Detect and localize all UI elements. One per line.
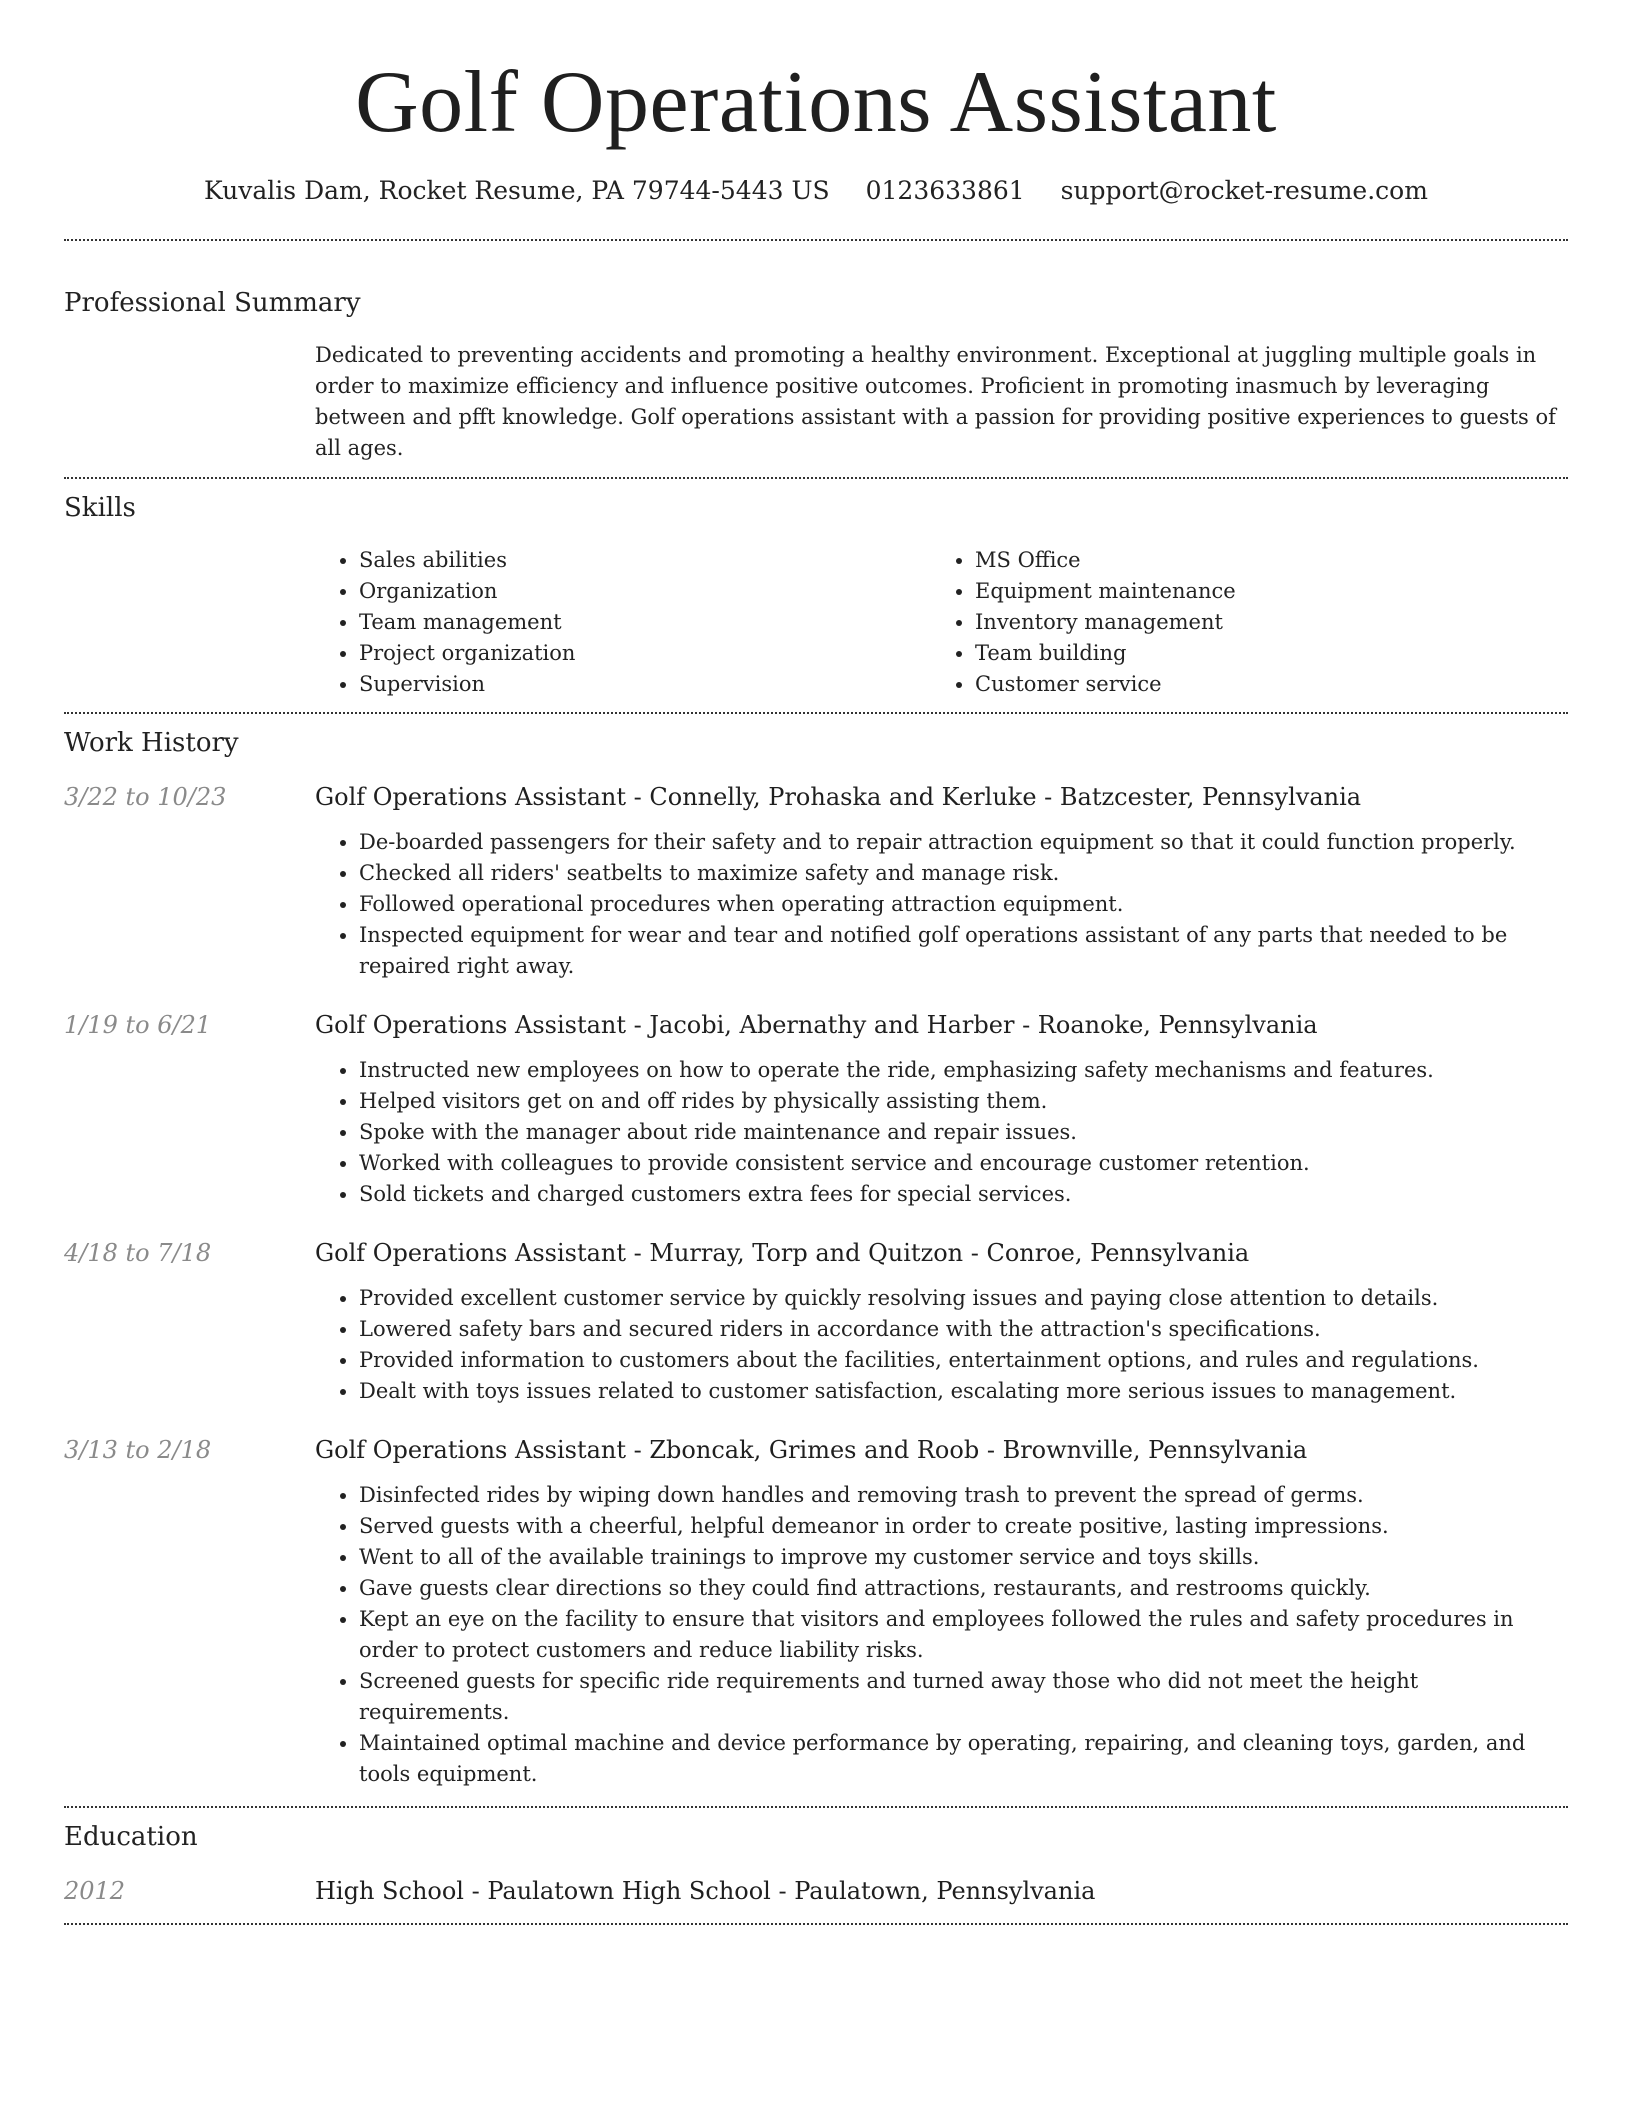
- contact-phone: 0123633861: [865, 176, 1025, 205]
- skill-item: • MS Office: [975, 545, 1547, 576]
- education-entry: [0, 1874, 1632, 1908]
- job-bullet: • Maintained optimal machine and device performance by operating, repairing, and cleaning toys, garden, and tools equipment.: [359, 1728, 1568, 1790]
- section-title-skills: Skills: [64, 493, 136, 523]
- skill-item: • Inventory management: [975, 607, 1547, 638]
- job-heading: Golf Operations Assistant - Jacobi, Abernathy and Harber - Roanoke, Pennsylvania: [315, 1011, 1318, 1039]
- job-entry: [0, 780, 1632, 982]
- skill-item: • Sales abilities: [359, 545, 931, 576]
- job-dates: 3/13 to 2/18: [64, 1436, 212, 1464]
- job-bullet: • Helped visitors get on and off rides by physically assisting them.: [359, 1086, 1568, 1117]
- job-bullet: • Checked all riders' seatbelts to maximize safety and manage risk.: [359, 858, 1568, 889]
- skill-item: • Customer service: [975, 669, 1547, 700]
- job-bullets: [315, 1055, 1568, 1210]
- divider: [64, 477, 1568, 479]
- contact-email: support@rocket-resume.com: [1060, 176, 1428, 205]
- skill-item: • Team management: [359, 607, 931, 638]
- skill-item: • Supervision: [359, 669, 931, 700]
- job-bullet: • Inspected equipment for wear and tear and notified golf operations assistant of any parts that needed to be repaired right away.: [359, 920, 1568, 982]
- education-year: 2012: [64, 1877, 126, 1905]
- job-entry: [0, 1236, 1632, 1407]
- education-heading: High School - Paulatown High School - Paulatown, Pennsylvania: [315, 1877, 1096, 1905]
- divider: [64, 712, 1568, 714]
- job-entry: [0, 1008, 1632, 1210]
- divider: [64, 1806, 1568, 1808]
- job-bullet: • Lowered safety bars and secured riders in accordance with the attraction's specifications.: [359, 1314, 1568, 1345]
- job-bullet: • Followed operational procedures when operating attraction equipment.: [359, 889, 1568, 920]
- job-dates: 3/22 to 10/23: [64, 783, 227, 811]
- job-entry: [0, 1433, 1632, 1790]
- job-bullet: • Worked with colleagues to provide consistent service and encourage customer retention.: [359, 1148, 1568, 1179]
- job-bullet: • Provided information to customers about the facilities, entertainment options, and rules and regulations.: [359, 1345, 1568, 1376]
- job-heading: Golf Operations Assistant - Zboncak, Grimes and Roob - Brownville, Pennsylvania: [315, 1436, 1308, 1464]
- job-dates: 4/18 to 7/18: [64, 1239, 212, 1267]
- job-heading: Golf Operations Assistant - Connelly, Prohaska and Kerluke - Batzcester, Pennsylvania: [315, 783, 1362, 811]
- job-bullet: • Went to all of the available trainings to improve my customer service and toys skills.: [359, 1542, 1568, 1573]
- contact-line: [0, 174, 1632, 208]
- job-bullet: • Disinfected rides by wiping down handles and removing trash to prevent the spread of germs.: [359, 1480, 1568, 1511]
- job-bullet: • Spoke with the manager about ride maintenance and repair issues.: [359, 1117, 1568, 1148]
- section-title-work-history: Work History: [64, 728, 239, 758]
- job-bullets: [315, 1480, 1568, 1790]
- job-bullet: • Screened guests for specific ride requirements and turned away those who did not meet the height requirements.: [359, 1666, 1568, 1728]
- job-bullet: • Sold tickets and charged customers extra fees for special services.: [359, 1179, 1568, 1210]
- job-dates: 1/19 to 6/21: [64, 1011, 212, 1039]
- job-heading: Golf Operations Assistant - Murray, Torp and Quitzon - Conroe, Pennsylvania: [315, 1239, 1250, 1267]
- job-bullet: • Instructed new employees on how to operate the ride, emphasizing safety mechanisms and features.: [359, 1055, 1568, 1086]
- skill-item: • Equipment maintenance: [975, 576, 1547, 607]
- skills-column-left: [315, 545, 931, 700]
- section-title-education: Education: [64, 1822, 198, 1852]
- work-history-list: [0, 780, 1632, 1790]
- contact-address: Kuvalis Dam, Rocket Resume, PA 79744-5443 US: [204, 176, 830, 205]
- summary-text: Dedicated to preventing accidents and promoting a healthy environment. Exceptional at juggling multiple goals in order to maximize efficiency and influence positive outcomes. Proficient in promoting inasmuch by leveraging between and pfft knowledge. Golf operations assistant with a passion for providing positive experiences to guests of all ages.: [315, 343, 1556, 460]
- skills-column-right: [931, 545, 1547, 700]
- section-title-summary: Professional Summary: [64, 288, 361, 318]
- job-bullets: [315, 827, 1568, 982]
- skill-item: • Project organization: [359, 638, 931, 669]
- divider: [64, 239, 1568, 241]
- job-bullet: • De-boarded passengers for their safety and to repair attraction equipment so that it could function properly.: [359, 827, 1568, 858]
- skill-item: • Organization: [359, 576, 931, 607]
- candidate-name: Golf Operations Assistant: [355, 54, 1277, 151]
- job-bullet: • Gave guests clear directions so they could find attractions, restaurants, and restrooms quickly.: [359, 1573, 1568, 1604]
- skill-item: • Team building: [975, 638, 1547, 669]
- divider: [64, 1923, 1568, 1925]
- job-bullet: • Kept an eye on the facility to ensure that visitors and employees followed the rules and safety procedures in order to protect customers and reduce liability risks.: [359, 1604, 1568, 1666]
- skills-list: [0, 545, 1632, 700]
- job-bullet: • Dealt with toys issues related to customer satisfaction, escalating more serious issues to management.: [359, 1376, 1568, 1407]
- job-bullet: • Served guests with a cheerful, helpful demeanor in order to create positive, lasting impressions.: [359, 1511, 1568, 1542]
- job-bullet: • Provided excellent customer service by quickly resolving issues and paying close attention to details.: [359, 1283, 1568, 1314]
- job-bullets: [315, 1283, 1568, 1407]
